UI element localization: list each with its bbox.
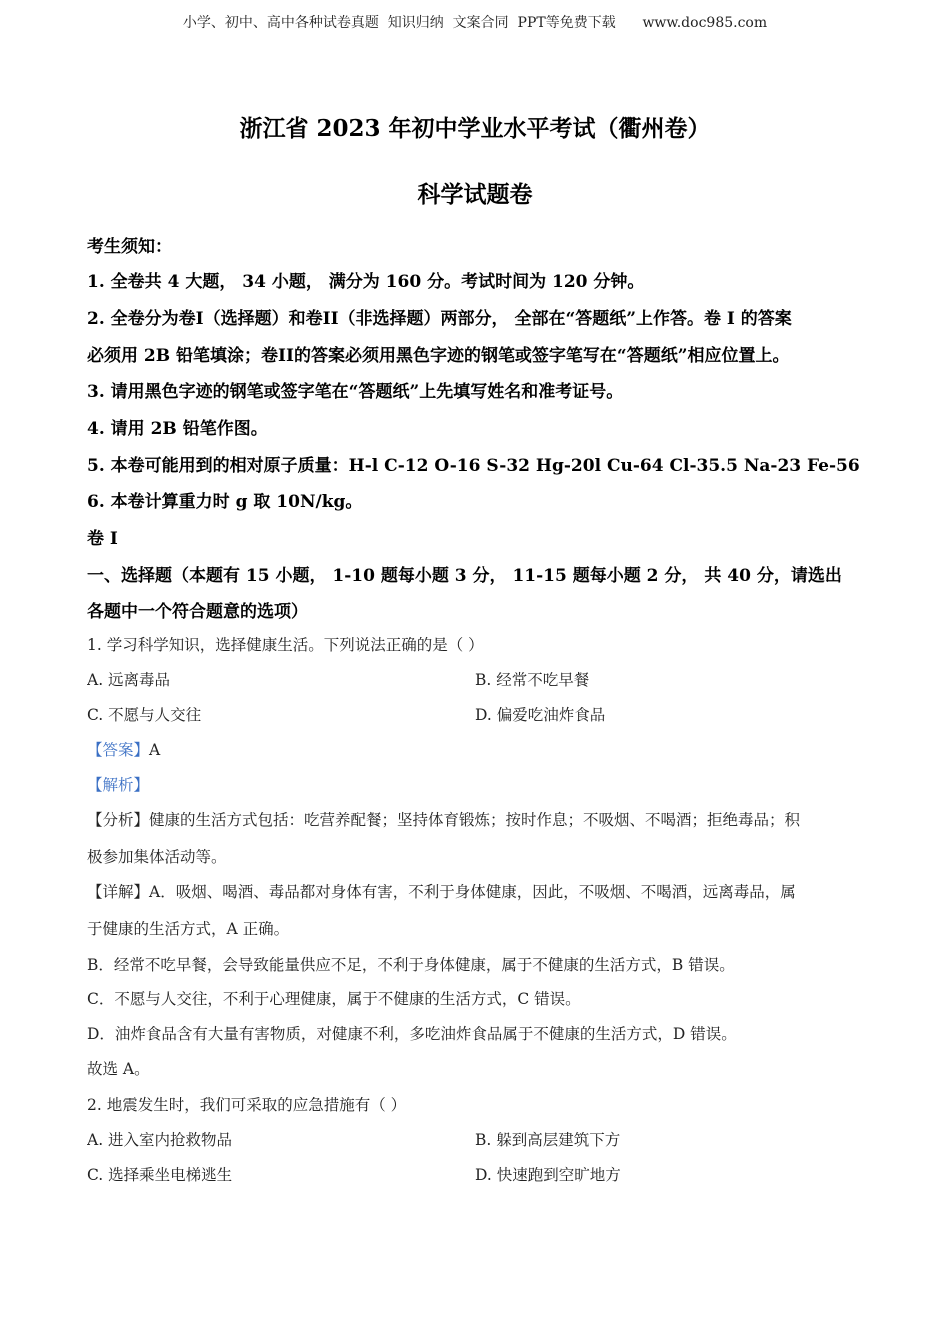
notice-heading: 考生须知： (87, 237, 172, 257)
analysis-line-1: 【分析】健康的生活方式包括：吃营养配餐；坚持体育锻炼；按时作息；不吸烟、不喝酒；拒绝毒品；积 (87, 811, 801, 829)
detail-line-5: D．油炸食品含有大量有害物质，对健康不利，多吃油炸食品属于不健康的生活方式，D 错误。 (87, 1025, 737, 1043)
exam-subtitle: 科学试题卷 (417, 181, 533, 208)
option-d: D. 偏爱吃油炸食品 (475, 706, 606, 724)
notice-line-2: 2. 全卷分为卷I（选择题）和卷II（非选择题）两部分， 全部在“答题纸”上作答。卷 I 的答案 (87, 309, 792, 329)
detail-line-3: B．经常不吃早餐，会导致能量供应不足，不利于身体健康，属于不健康的生活方式，B 错误。 (87, 956, 735, 974)
notice-line-5: 4. 请用 2B 铅笔作图。 (87, 419, 268, 439)
question-1-stem: 1. 学习科学知识，选择健康生活。下列说法正确的是（ ） (87, 636, 484, 654)
question-2-options-row-1 (87, 1128, 862, 1150)
detail-line-4: C．不愿与人交往，不利于心理健康，属于不健康的生活方式，C 错误。 (87, 990, 581, 1008)
notice-line-4: 3. 请用黑色字迹的钢笔或签字笔在“答题纸”上先填写姓名和准考证号。 (87, 382, 624, 402)
question-2-stem: 2. 地震发生时，我们可采取的应急措施有（ ） (87, 1096, 407, 1114)
option-b: B. 经常不吃早餐 (475, 671, 590, 689)
section-heading-1: 一、选择题（本题有 15 小题， 1-10 题每小题 3 分， 11-15 题每小题 2 分， 共 40 分，请选出 (87, 566, 842, 586)
section-heading-2: 各题中一个符合题意的选项） (87, 602, 308, 622)
analysis-label: 【解析】 (87, 776, 150, 794)
option-a: A. 远离毒品 (87, 671, 171, 689)
volume-label: 卷 I (87, 529, 118, 549)
option-a: A. 进入室内抢救物品 (87, 1131, 233, 1149)
answer-value: A (149, 741, 161, 759)
option-d: D. 快速跑到空旷地方 (475, 1166, 621, 1184)
answer-line (87, 738, 862, 760)
notice-line-7: 6. 本卷计算重力时 g 取 10N/kg。 (87, 492, 363, 512)
notice-line-3: 必须用 2B 铅笔填涂；卷II的答案必须用黑色字迹的钢笔或签字笔写在“答题纸”相应位置上。 (87, 346, 790, 366)
option-c: C. 选择乘坐电梯逃生 (87, 1166, 233, 1184)
question-1-options-row-2 (87, 703, 862, 725)
exam-title: 浙江省 2023 年初中学业水平考试（衢州卷） (239, 115, 711, 142)
analysis-line-2: 极参加集体活动等。 (87, 848, 227, 866)
detail-line-1: 【详解】A．吸烟、喝酒、毒品都对身体有害，不利于身体健康，因此，不吸烟、不喝酒，远离毒品，属 (87, 883, 796, 901)
option-c: C. 不愿与人交往 (87, 706, 202, 724)
question-2-options-row-2 (87, 1163, 862, 1185)
notice-line-6: 5. 本卷可能用到的相对原子质量：H-l C-12 O-16 S-32 Hg-20l Cu-64 Cl-35.5 Na-23 Fe-56 (87, 456, 860, 476)
option-b: B. 躲到高层建筑下方 (475, 1131, 621, 1149)
notice-line-1: 1. 全卷共 4 大题， 34 小题， 满分为 160 分。考试时间为 120 分钟。 (87, 272, 645, 292)
detail-line-2: 于健康的生活方式，A 正确。 (87, 920, 290, 938)
question-1-options-row-1 (87, 668, 862, 690)
conclusion-line: 故选 A。 (87, 1060, 150, 1078)
page-header: 小学、初中、高中各种试卷真题 知识归纳 文案合同 PPT等免费下载 www.doc985.com (182, 15, 768, 31)
answer-label: 【答案】 (87, 741, 150, 759)
